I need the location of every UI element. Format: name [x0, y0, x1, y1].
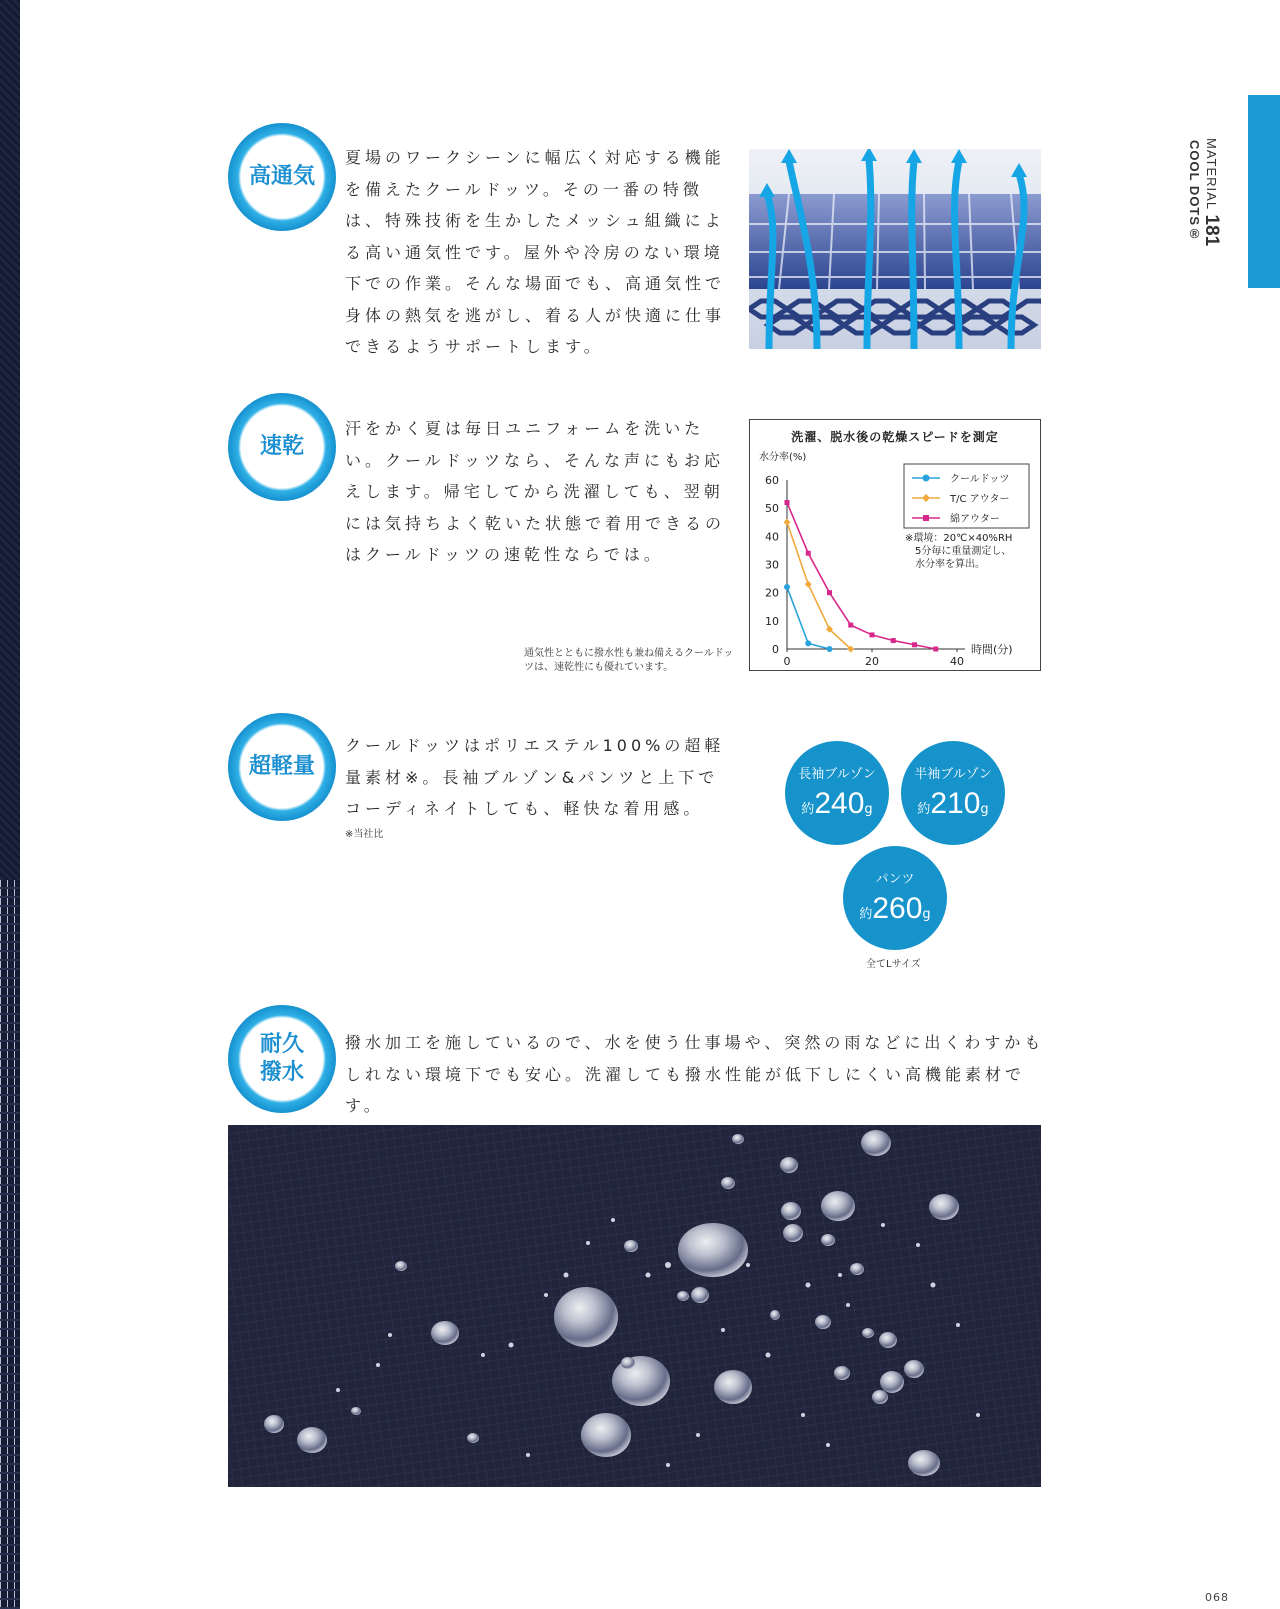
weight-bubble-pants	[843, 846, 947, 950]
data-point	[912, 642, 917, 647]
weight-value: 240	[814, 787, 865, 820]
weight-value: 210	[930, 787, 981, 820]
y-tick-label: 40	[764, 529, 779, 543]
drying-chart	[749, 419, 1041, 671]
ultralight-note: ※当社比	[345, 829, 384, 840]
fabric-edge-strip	[0, 0, 20, 1609]
chart-title: 洗濯、脱水後の乾燥スピードを測定	[790, 429, 999, 444]
y-tick-label: 20	[764, 586, 779, 600]
badge-label: 速乾	[259, 434, 304, 459]
data-point	[805, 640, 811, 646]
weight-bubble-short-sleeve	[901, 741, 1005, 845]
weight-value: 260	[872, 892, 923, 925]
series-line	[787, 522, 851, 649]
badge-label: 耐久 撥水	[259, 1032, 304, 1085]
series-line	[787, 587, 830, 649]
weight-value-row	[901, 787, 1005, 821]
data-point	[783, 518, 790, 525]
section-text-quick-dry: 汗をかく夏は毎日ユニフォームを洗いたい。クールドッツなら、そんな声にもお応えします。帰宅してから洗濯しても、翌朝には気持ちよく乾いた状態で着用できるのはクールドッツの速乾性ならでは。	[345, 419, 726, 564]
badge-ventilation	[228, 123, 336, 231]
vertical-title-material: MATERIAL	[1204, 138, 1219, 211]
weight-bubble-long-sleeve	[785, 741, 889, 845]
section-text-ultralight: クールドッツはポリエステル100%の超軽量素材※。長袖ブルゾン&パンツと上下でコーディネイトしても、軽快な着用感。	[345, 736, 725, 818]
section-tab	[1248, 95, 1280, 288]
section-text-ventilation: 夏場のワークシーンに幅広く対応する機能を備えたクールドッツ。その一番の特徴は、特殊技術を生かしたメッシュ組織による高い通気性です。屋外や冷房のない環境下での作業。そんな場面でも、高通気性で身体の熱気を逃がし、着る人が快適に仕事できるようサポートします。	[345, 148, 726, 356]
x-tick-label: 40	[949, 654, 964, 668]
weight-unit: g	[980, 802, 989, 817]
data-point	[804, 580, 811, 587]
legend-label: 綿アウター	[949, 513, 1000, 525]
x-tick-label: 20	[864, 654, 879, 668]
badge-water-repellent	[228, 1005, 336, 1113]
y-tick-label: 0	[771, 642, 779, 656]
y-tick-label: 50	[764, 501, 779, 515]
data-point	[933, 646, 938, 651]
weight-label: 半袖ブルゾン	[914, 767, 992, 782]
data-point	[869, 632, 874, 637]
legend-label: クールドッツ	[949, 473, 1009, 485]
data-point	[805, 550, 810, 555]
y-axis-label: 水分率(%)	[758, 451, 806, 463]
badge-label: 高通気	[248, 164, 315, 189]
x-axis-label: 時間(分)	[970, 642, 1013, 656]
quick-dry-note: 通気性とともに撥水性も兼ね備えるクールドッツは、速乾性にも優れています。	[524, 648, 734, 673]
water-droplets-photo	[228, 1125, 1041, 1487]
y-tick-label: 10	[764, 614, 779, 628]
weight-value-row	[843, 892, 947, 926]
legend-label: T/C アウター	[949, 493, 1010, 505]
section-text-water-repellent: 撥水加工を施しているので、水を使う仕事場や、突然の雨などに出くわすかもしれない環境下でも安心。洗濯しても撥水性能が低下しにくい高機能素材です。	[345, 1033, 1045, 1115]
weight-value-row	[785, 787, 889, 821]
x-tick-label: 0	[783, 654, 790, 668]
data-point	[890, 638, 895, 643]
weight-label: 長袖ブルゾン	[798, 767, 876, 782]
chart-note-line: 水分率を算出。	[914, 558, 985, 570]
page-number: 068	[1205, 1591, 1229, 1604]
vertical-title-brand: COOL DOTS®	[1187, 140, 1202, 243]
chart-note-line: ※環境：20℃×40%RH	[904, 532, 1012, 544]
vertical-subtitle	[1186, 140, 1202, 242]
weight-unit: g	[864, 802, 873, 817]
data-point	[826, 646, 832, 652]
approx-prefix: 約	[917, 802, 931, 817]
data-point	[784, 500, 789, 505]
data-point	[784, 584, 790, 590]
data-point	[827, 590, 832, 595]
chart-note-line: 5分毎に重量測定し、	[914, 545, 1011, 557]
legend-marker	[922, 474, 929, 481]
y-tick-label: 60	[764, 473, 779, 487]
weight-label: パンツ	[875, 872, 915, 887]
weight-unit: g	[922, 907, 931, 922]
badge-label: 超軽量	[248, 754, 315, 779]
badge-quick-dry	[228, 393, 336, 501]
drying-chart-svg	[749, 419, 1041, 671]
legend-marker	[923, 515, 929, 521]
approx-prefix: 約	[859, 907, 873, 922]
weights-note: 全てLサイズ	[866, 959, 921, 970]
data-point	[848, 622, 853, 627]
y-tick-label: 30	[764, 558, 779, 571]
vertical-title-number: 181	[1201, 214, 1222, 247]
mesh-airflow-illustration	[749, 149, 1041, 349]
badge-ultralight	[228, 713, 336, 821]
vertical-title	[1202, 138, 1221, 246]
approx-prefix: 約	[801, 802, 815, 817]
